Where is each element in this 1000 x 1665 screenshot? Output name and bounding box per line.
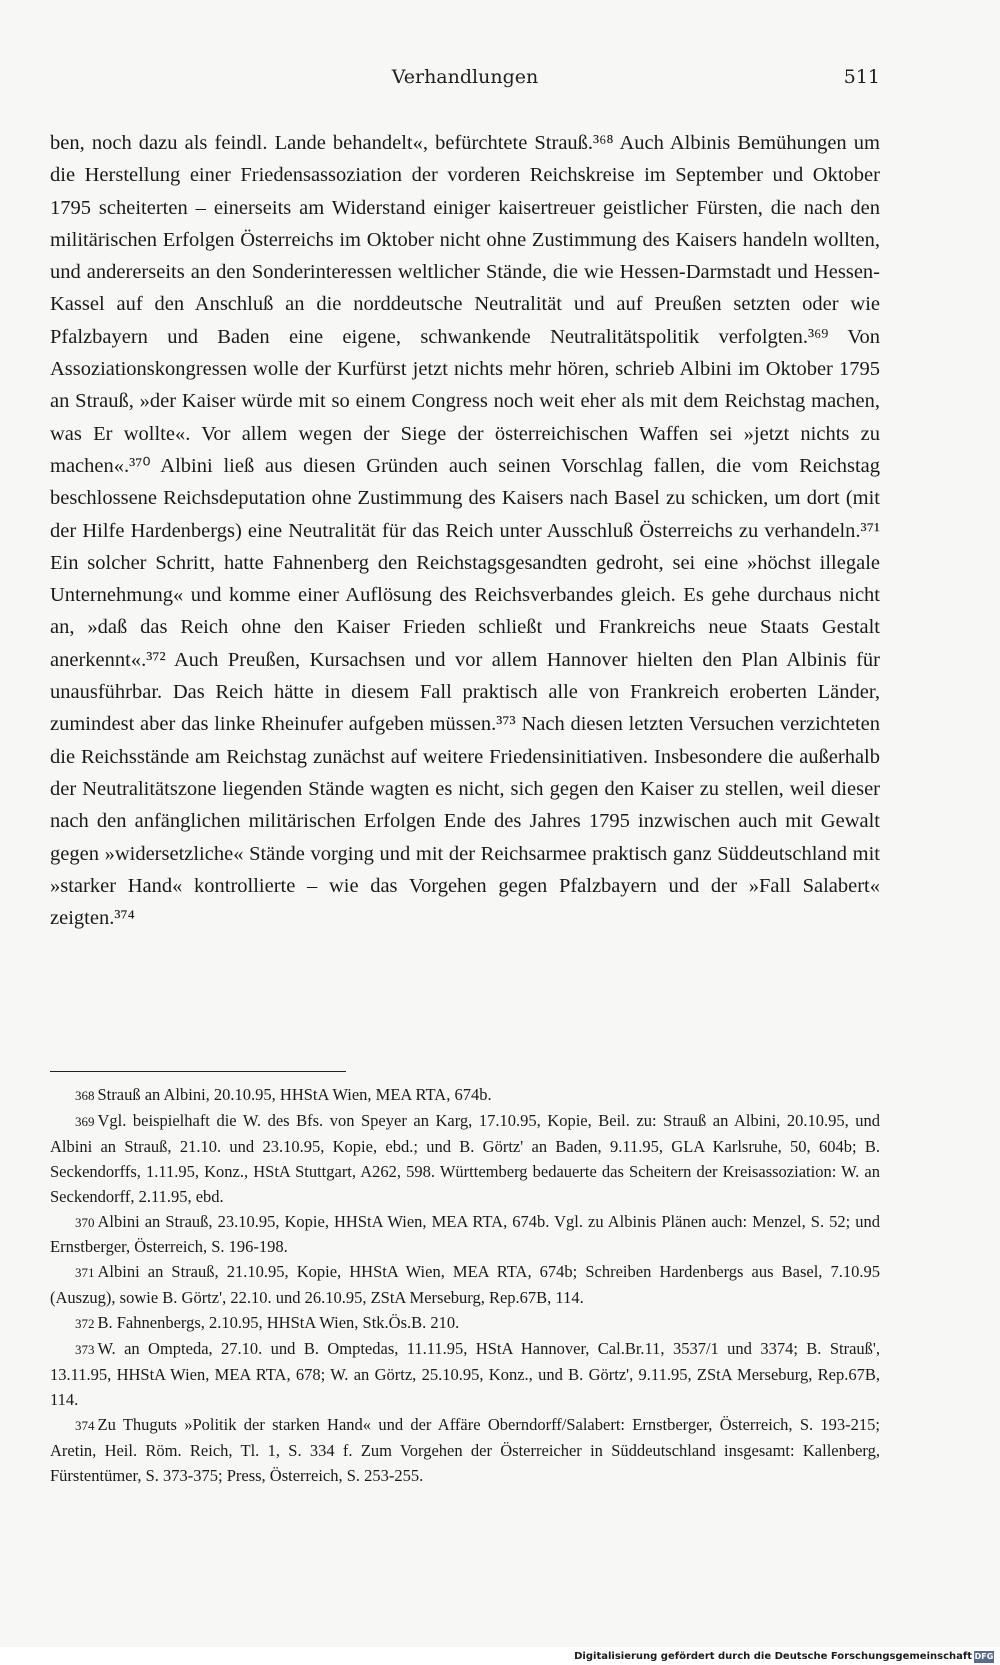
footnote-text: Albini an Strauß, 23.10.95, Kopie, HHStA Wien, MEA RTA, 674b. Vgl. zu Albinis Plänen auch: Menzel, S. 52; und Ernstberger, Österreich, S. 196-198.: [50, 1211, 880, 1257]
footnote-number: 368: [75, 1088, 95, 1103]
running-title: Verhandlungen: [391, 66, 539, 88]
footnote: [50, 1311, 880, 1337]
footnote-number: 374: [75, 1417, 95, 1433]
footnote-separator: [50, 1071, 346, 1072]
footnote-number: 369: [75, 1113, 95, 1129]
footnote-text: Vgl. beispielhaft die W. des Bfs. von Speyer an Karg, 17.10.95, Kopie, Beil. zu: Strauß an Albini, 20.10.95, und Albini an Strauß, 21.10. und 23.10.95, Kopie, ebd.; und B. Görtz' an Baden, 9.11.95, GLA Karlsruhe, 50, 604b; B. Seckendorffs, 1.11.95, Konz., HStA Stuttgart, A262, 598. Württemberg bedauerte das Scheitern der Kreisassoziation: W. an Seckendorff, 2.11.95, ebd.: [50, 1110, 880, 1206]
footnote-text: Strauß an Albini, 20.10.95, HHStA Wien, MEA RTA, 674b.: [97, 1085, 492, 1104]
body-text: [50, 127, 880, 934]
dfg-logo: DFG: [974, 1652, 994, 1661]
footnote-number: 372: [75, 1316, 95, 1332]
footnote-text: Albini an Strauß, 21.10.95, Kopie, HHStA Wien, MEA RTA, 674b; Schreiben Hardenbergs aus Basel, 7.10.95 (Auszug), sowie B. Görtz', 22.10. und 26.10.95, ZStA Merseburg, Rep.67B, 114.: [50, 1262, 880, 1308]
funding-credit: Digitalisierung gefördert durch die Deutsche Forschungsgemeinschaft: [574, 1651, 972, 1662]
footnote: [50, 1210, 880, 1261]
footnote: [50, 1337, 880, 1413]
footer-band: [0, 1647, 1000, 1665]
footnote-text: B. Fahnenbergs, 2.10.95, HHStA Wien, Stk.Ös.B. 210.: [97, 1313, 460, 1333]
footnote-text: Zu Thuguts »Politik der starken Hand« und der Affäre Oberndorff/Salabert: Ernstberger, Österreich, S. 193-215; Aretin, Heil. Röm. Reich, Tl. 1, S. 334 f. Zum Vorgehen der Österreicher in Süddeutschland insgesamt: Kallenberg, Fürstentümer, S. 373-375; Press, Österreich, S. 253-255.: [50, 1414, 880, 1485]
footnote: [50, 1413, 880, 1489]
running-header: [50, 66, 880, 96]
body-paragraph: ben, noch dazu als feindl. Lande behandelt«, befürchtete Strauß.³⁶⁸ Auch Albinis Bemühungen um die Herstellung einer Friedensassoziation der vorderen Reichskreise im September und Oktober 1795 scheiterten – einerseits am Widerstand einiger kaisertreuer geistlicher Fürsten, die nach den militärischen Erfolgen Österreichs im Oktober nicht ohne Zustimmung des Kaisers handeln wollten, und andererseits an den Sonderinteressen weltlicher Stände, die wie Hessen-Darmstadt und Hessen-Kassel auf den Anschluß an die norddeutsche Neutralität und auf Preußen setzten oder wie Pfalzbayern und Baden eine eigene, schwankende Neutralitätspolitik verfolgten.³⁶⁹ Von Assoziationskongressen wolle der Kurfürst jetzt nichts mehr hören, schrieb Albini im Oktober 1795 an Strauß, »der Kaiser würde mit so einem Congress noch weit eher als mit dem Reichstag machen, was Er wollte«. Vor allem wegen der Siege der österreichischen Waffen sei »jetzt nichts zu machen«.³⁷⁰ Albini ließ aus diesen Gründen auch seinen Vorschlag fallen, die vom Reichstag beschlossene Reichsdeputation ohne Zustimmung des Kaisers nach Basel zu schicken, um dort (mit der Hilfe Hardenbergs) eine Neutralität für das Reich unter Ausschluß Österreichs zu verhandeln.³⁷¹ Ein solcher Schritt, hatte Fahnenberg den Reichstagsgesandten gedroht, sei eine »höchst illegale Unternehmung« und komme einer Auflösung des Reichsverbandes gleich. Es gehe durchaus nicht an, »daß das Reich ohne den Kaiser Frieden schließt und Frankreichs neue Staats Gestalt anerkennt«.³⁷² Auch Preußen, Kursachsen und vor allem Hannover hielten den Plan Albinis für unausführbar. Das Reich hätte in diesem Fall praktisch alle von Frankreich eroberten Länder, zumindest aber das linke Rheinufer aufgeben müssen.³⁷³ Nach diesen letzten Versuchen verzichteten die Reichsstände am Reichstag zunächst auf weitere Friedensinitiativen. Insbesondere die außerhalb der Neutralitätszone liegenden Stände wagten es nicht, sich gegen den Kaiser zu stellen, weil dieser nach den anfänglichen militärischen Erfolgen Ende des Jahres 1795 inzwischen auch mit Gewalt gegen »widersetzliche« Stände vorging und mit der Reichsarmee praktisch ganz Süddeutschland mit »starker Hand« kontrollierte – wie das Vorgehen gegen Pfalzbayern und der »Fall Salabert« zeigten.³⁷⁴: [50, 132, 880, 930]
footnote-number: 370: [75, 1214, 95, 1230]
footnote-number: 373: [75, 1342, 95, 1358]
page-number: 511: [843, 66, 880, 88]
footnote: [50, 1083, 880, 1109]
footnote-number: 371: [75, 1265, 95, 1281]
footnote: [50, 1260, 880, 1311]
footnote-text: W. an Ompteda, 27.10. und B. Omptedas, 11.11.95, HStA Hannover, Cal.Br.11, 3537/1 und 3374; B. Strauß', 13.11.95, HHStA Wien, MEA RTA, 678; W. an Görtz, 25.10.95, Konz., und B. Görtz', 9.11.95, ZStA Merseburg, Rep.67B, 114.: [50, 1339, 880, 1409]
footnote: [50, 1109, 880, 1210]
footnotes: [50, 1083, 880, 1489]
